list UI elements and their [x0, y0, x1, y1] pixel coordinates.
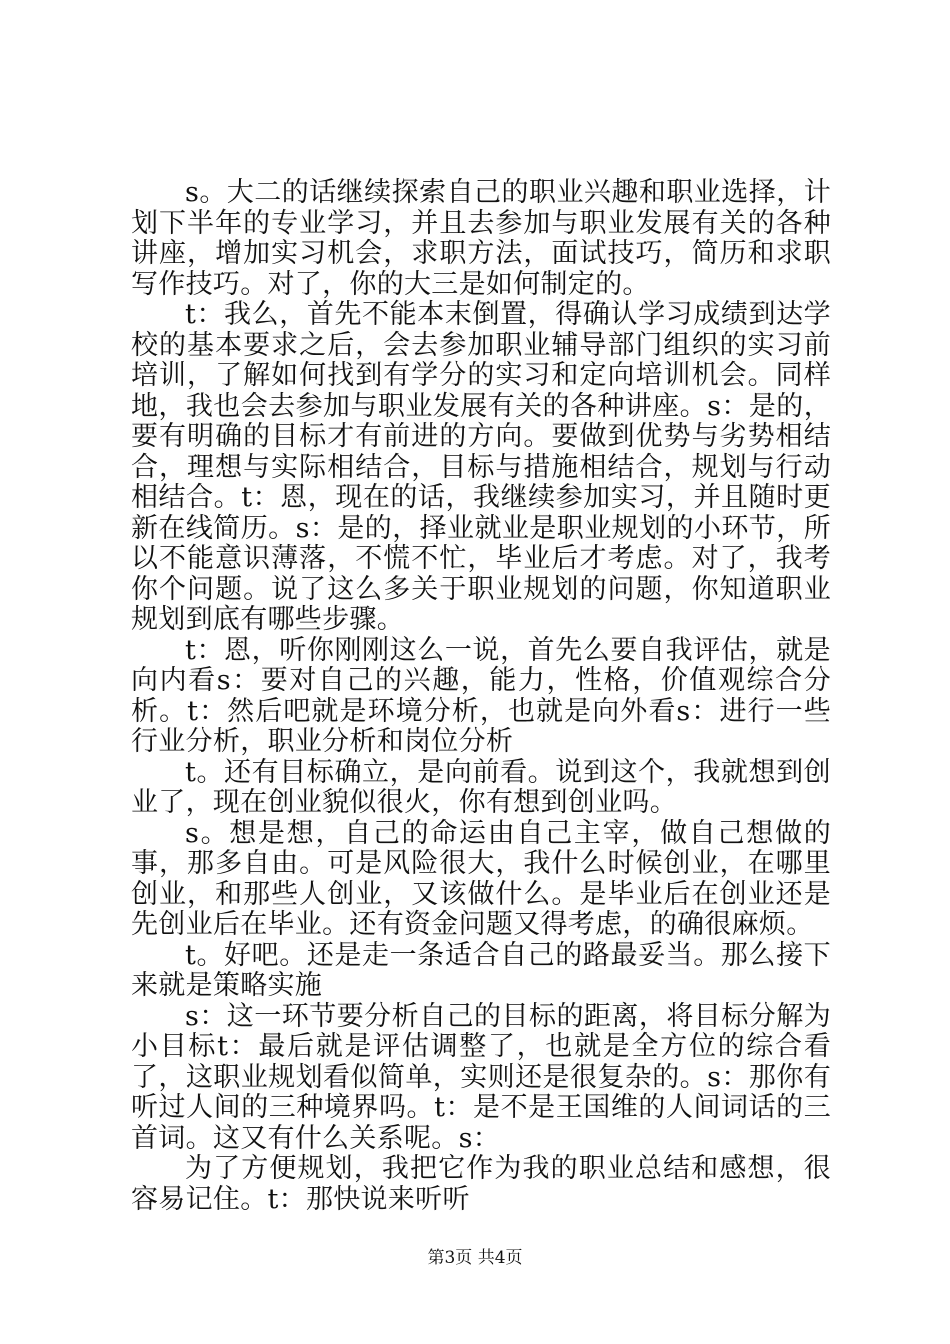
paragraph: t。好吧。还是走一条适合自己的路最妥当。那么接下来就是策略实施	[131, 939, 831, 1001]
document-body	[131, 178, 831, 1215]
paragraph: 为了方便规划，我把它作为我的职业总结和感想，很容易记住。t：那快说来听听	[131, 1153, 831, 1215]
paragraph: s：这一环节要分析自己的目标的距离，将目标分解为小目标t：最后就是评估调整了，也就是全方位的综合看了，这职业规划看似简单，实则还是很复杂的。s：那你有听过人间的三种境界吗。t：是不是王国维的人间词话的三首词。这又有什么关系呢。s：	[131, 1000, 831, 1154]
paragraph: t：我么，首先不能本末倒置，得确认学习成绩到达学校的基本要求之后，会去参加职业辅导部门组织的实习前培训，了解如何找到有学分的实习和定向培训机会。同样地，我也会去参加与职业发展有关的各种讲座。s：是的，要有明确的目标才有前进的方向。要做到优势与劣势相结合，理想与实际相结合，目标与措施相结合，规划与行动相结合。t：恩，现在的话，我继续参加实习，并且随时更新在线简历。s：是的，择业就业是职业规划的小环节，所以不能意识薄落，不慌不忙，毕业后才考虑。对了，我考你个问题。说了这么多关于职业规划的问题，你知道职业规划到底有哪些步骤。	[131, 299, 831, 635]
page-number-footer: 第3页 共4页	[427, 1248, 523, 1268]
paragraph: s。大二的话继续探索自己的职业兴趣和职业选择，计划下半年的专业学习，并且去参加与职业发展有关的各种讲座，增加实习机会，求职方法，面试技巧，简历和求职写作技巧。对了，你的大三是如何制定的。	[131, 177, 831, 300]
paragraph: t。还有目标确立，是向前看。说到这个，我就想到创业了，现在创业貌似很火，你有想到创业吗。	[131, 756, 831, 818]
paragraph: t：恩，听你刚刚这么一说，首先么要自我评估，就是向内看s：要对自己的兴趣，能力，性格，价值观综合分析。t：然后吧就是环境分析，也就是向外看s：进行一些行业分析，职业分析和岗位分析	[131, 634, 831, 757]
paragraph: s。想是想，自己的命运由自己主宰，做自己想做的事，那多自由。可是风险很大，我什么时候创业，在哪里创业，和那些人创业，又该做什么。是毕业后在创业还是先创业后在毕业。还有资金问题又得考虑，的确很麻烦。	[131, 817, 831, 940]
